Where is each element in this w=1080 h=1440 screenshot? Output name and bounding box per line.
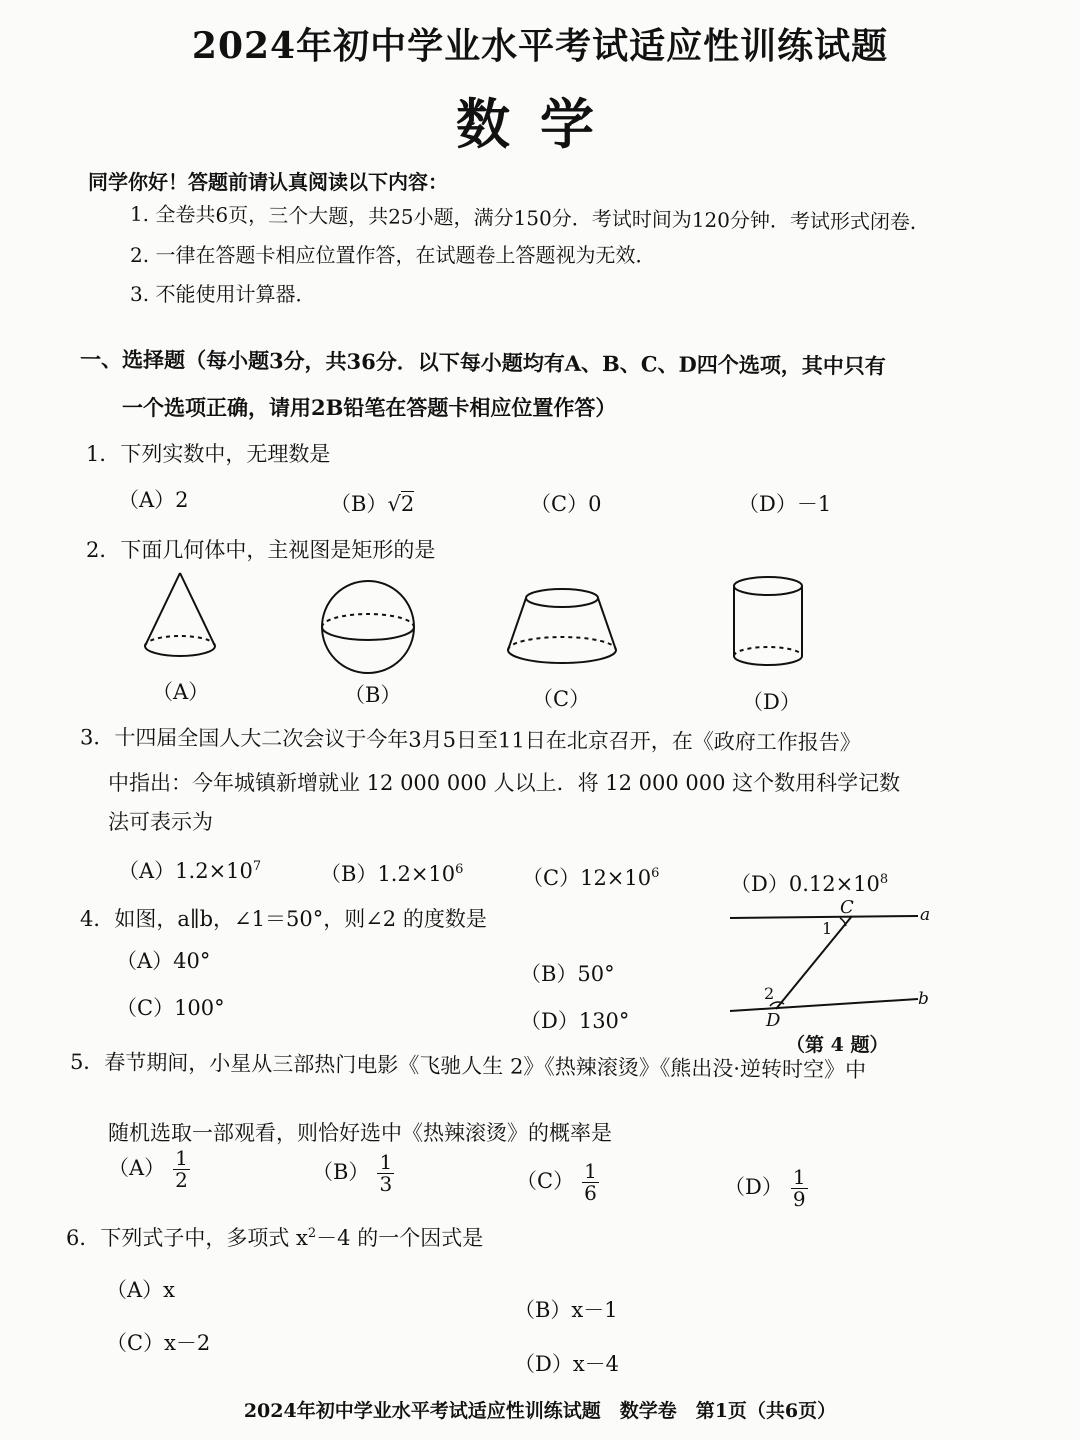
section1-heading: 一、选择题（每小题3分，共36分．以下每小题均有A、B、C、D四个选项，其中只有 bbox=[79, 346, 886, 379]
q5-option-d-den: 9 bbox=[792, 1187, 806, 1211]
q6-option-b: （B）x－1 bbox=[514, 1298, 618, 1322]
q5-option-a-label: （A） bbox=[108, 1156, 166, 1180]
q5-line-1: 5．春节期间，小星从三部热门电影《飞驰人生 2》《热辣滚烫》《熊出没·逆转时空》中 bbox=[69, 1049, 867, 1083]
line-b bbox=[730, 999, 918, 1011]
q1-option-b-label: （B） bbox=[330, 492, 388, 516]
q3-option-a-base: 1.2×10 bbox=[175, 859, 253, 883]
q4-stem: 4．如图，a∥b，∠1＝50°，则∠2 的度数是 bbox=[80, 907, 487, 931]
q6-stem bbox=[66, 1222, 483, 1252]
q5-option-b bbox=[312, 1152, 394, 1195]
q5-option-d-fraction bbox=[791, 1167, 808, 1210]
transversal-cd bbox=[776, 916, 852, 1009]
q4-option-d: （D）130° bbox=[520, 1009, 630, 1033]
q5-option-c bbox=[516, 1161, 599, 1204]
q5-option-c-den: 6 bbox=[584, 1181, 597, 1205]
notice-item-1: 1. 全卷共6页，三个大题，共25小题，满分150分．考试时间为120分钟．考试形式闭卷． bbox=[129, 201, 931, 235]
q2-label-a: （A） bbox=[152, 680, 210, 704]
q3-line-2: 中指出：今年城镇新增就业 12 000 000 人以上．将 12 000 000 这个数用科学记数 bbox=[108, 771, 901, 795]
q2-label-c: （C） bbox=[532, 687, 591, 711]
q6-stem-exp: 2 bbox=[307, 1226, 317, 1241]
q4-option-b: （B）50° bbox=[520, 962, 615, 986]
q5-option-d-label: （D） bbox=[724, 1175, 783, 1199]
q5-option-b-label: （B） bbox=[312, 1160, 370, 1184]
q1-stem: 1．下列实数中，无理数是 bbox=[86, 442, 331, 466]
q2-label-b: （B） bbox=[344, 683, 402, 707]
q5-option-b-num: 1 bbox=[379, 1150, 393, 1174]
q4-line-a-label: a bbox=[920, 905, 931, 925]
q5-option-a bbox=[108, 1148, 190, 1191]
q4-line-b-label: b bbox=[918, 989, 929, 1009]
q4-point-d: D bbox=[766, 1010, 781, 1031]
q6-stem-post: －4 的一个因式是 bbox=[316, 1226, 484, 1250]
q6-option-c: （C）x－2 bbox=[106, 1331, 211, 1355]
q4-point-c: C bbox=[840, 897, 854, 918]
q3-line-3: 法可表示为 bbox=[108, 810, 213, 834]
q5-option-a-num: 1 bbox=[175, 1146, 188, 1170]
q3-option-d-base: 0.12×10 bbox=[788, 872, 880, 896]
q5-option-c-label: （C） bbox=[516, 1169, 575, 1193]
q3-option-b-base: 1.2×10 bbox=[377, 862, 456, 886]
q4-figure-caption: （第 4 题） bbox=[786, 1034, 889, 1056]
notice-intro: 同学你好！答题前请认真阅读以下内容： bbox=[88, 170, 448, 194]
sqrt-symbol: √ bbox=[387, 492, 401, 516]
q1-option-c: （C）0 bbox=[530, 492, 602, 516]
q4-angle-2-label: 2 bbox=[764, 984, 775, 1003]
line-a bbox=[730, 916, 918, 918]
exam-title: 2024年初中学业水平考试适应性训练试题 bbox=[191, 25, 889, 67]
q4-option-c: （C）100° bbox=[116, 996, 225, 1020]
q3-option-c-base: 12×10 bbox=[580, 866, 652, 890]
q3-line-1: 3．十四届全国人大二次会议于今年3月5日至11日在北京召开，在《政府工作报告》 bbox=[79, 725, 861, 755]
q4-angle-1-label: 1 bbox=[822, 919, 833, 938]
q2-label-d: （D） bbox=[742, 690, 801, 714]
q5-option-c-num: 1 bbox=[584, 1159, 597, 1183]
q5-option-a-fraction bbox=[173, 1148, 190, 1191]
q5-option-b-fraction bbox=[377, 1152, 394, 1195]
q1-option-d: （D）－1 bbox=[738, 492, 832, 516]
notice-item-3: 3. 不能使用计算器． bbox=[130, 282, 316, 306]
q5-option-d bbox=[724, 1167, 808, 1210]
q5-option-b-den: 3 bbox=[379, 1172, 393, 1196]
notice-item-2: 2. 一律在答题卡相应位置作答，在试题卷上答题视为无效． bbox=[130, 243, 656, 267]
angle-1-arc bbox=[840, 918, 846, 926]
q5-option-c-fraction bbox=[582, 1161, 599, 1204]
q3-option-b-label: （B） bbox=[320, 862, 378, 886]
q3-option-a-label: （A） bbox=[118, 859, 176, 883]
q3-option-c-exp: 6 bbox=[651, 866, 660, 881]
q2-stem: 2．下面几何体中，主视图是矩形的是 bbox=[86, 538, 436, 562]
q6-option-d: （D）x－4 bbox=[514, 1352, 620, 1376]
q6-stem-pre: 6．下列式子中，多项式 x bbox=[66, 1226, 308, 1250]
q6-option-a: （A）x bbox=[106, 1278, 176, 1302]
q3-option-b-exp: 6 bbox=[455, 862, 464, 877]
q3-option-c-label: （C） bbox=[522, 866, 581, 890]
q5-option-d-num: 1 bbox=[792, 1165, 806, 1189]
q5-line-2: 随机选取一部观看，则恰好选中《热辣滚烫》的概率是 bbox=[108, 1121, 612, 1145]
q1-sqrt-arg: 2 bbox=[400, 492, 415, 516]
q3-option-d-label: （D） bbox=[730, 872, 789, 896]
subject-title: 数学 bbox=[456, 92, 624, 156]
q1-option-a: （A）2 bbox=[118, 488, 189, 512]
q5-option-a-den: 2 bbox=[175, 1168, 188, 1192]
section1-heading-cont: 一个选项正确，请用2B铅笔在答题卡相应位置作答） bbox=[122, 395, 617, 420]
q4-option-a: （A）40° bbox=[116, 949, 211, 973]
q3-option-d-exp: 8 bbox=[879, 872, 889, 887]
q3-option-a-exp: 7 bbox=[252, 859, 262, 874]
page-footer: 2024年初中学业水平考试适应性训练试题 数学卷 第1页（共6页） bbox=[243, 1400, 837, 1422]
